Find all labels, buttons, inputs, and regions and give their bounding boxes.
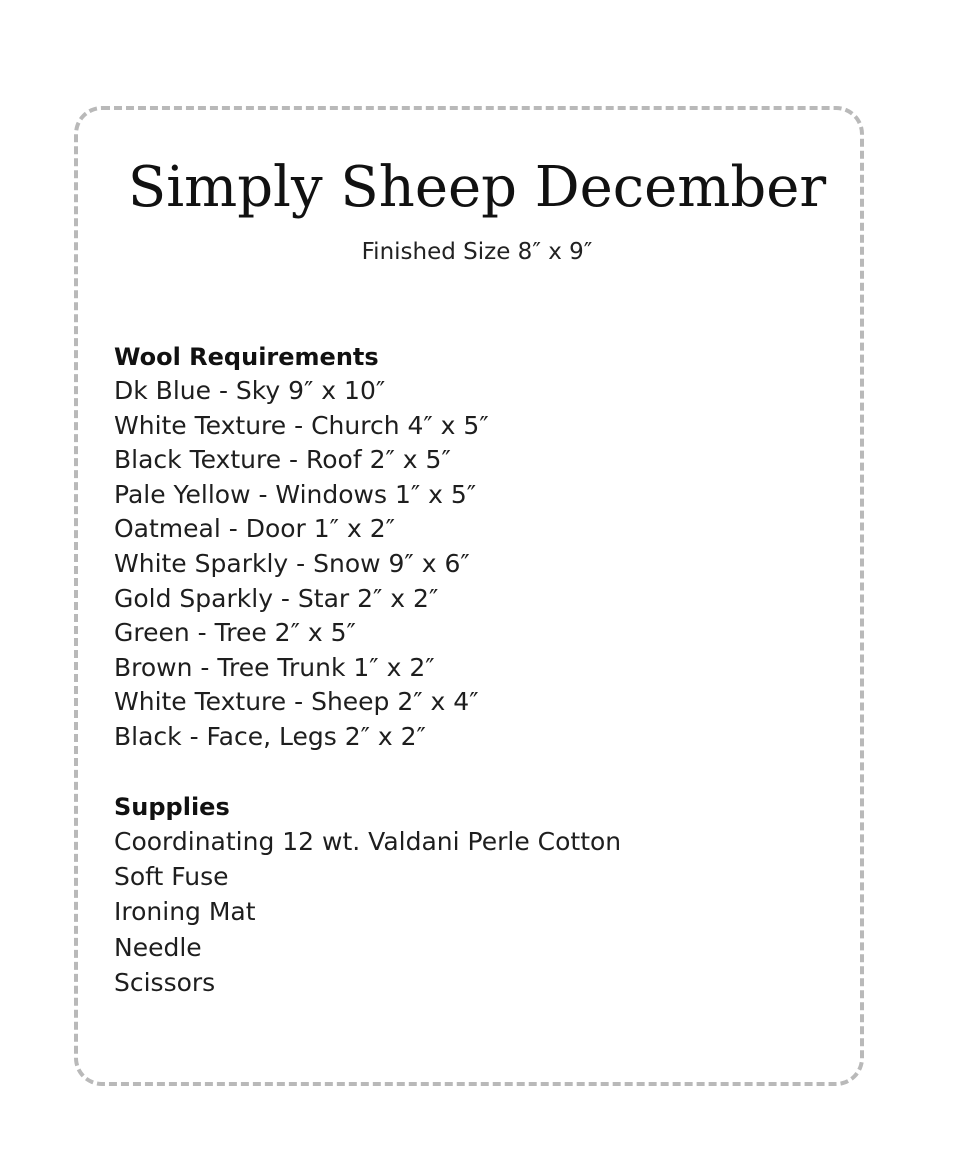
list-item: Dk Blue - Sky 9″ x 10″ (114, 376, 386, 405)
list-item: Green - Tree 2″ x 5″ (114, 618, 356, 648)
list-item: Pale Yellow - Windows 1″ x 5″ (114, 479, 477, 509)
list-item: Black - Face, Legs 2″ x 2″ (114, 721, 426, 751)
wool-requirements-heading: Wool Requirements (114, 343, 379, 371)
supplies-list (114, 824, 621, 1000)
wool-requirements-section (114, 340, 489, 755)
list-item: White Sparkly - Snow 9″ x 6″ (114, 548, 470, 578)
list-item: Scissors (114, 967, 216, 997)
list-item: Oatmeal - Door 1″ x 2″ (114, 514, 395, 544)
list-item: Gold Sparkly - Star 2″ x 2″ (114, 583, 439, 613)
list-item: White Texture - Sheep 2″ x 4″ (114, 687, 479, 717)
supplies-heading: Supplies (114, 793, 230, 821)
list-item: Black Texture - Roof 2″ x 5″ (114, 445, 451, 475)
supplies-section (114, 790, 621, 1000)
finished-size: Finished Size 8″ x 9″ (361, 239, 593, 265)
list-item: Coordinating 12 wt. Valdani Perle Cotton (114, 827, 622, 856)
list-item: Needle (114, 932, 202, 962)
list-item: Soft Fuse (114, 862, 229, 892)
wool-requirements-list (114, 374, 489, 755)
page-title: Simply Sheep December (127, 155, 827, 220)
list-item: Brown - Tree Trunk 1″ x 2″ (114, 652, 435, 682)
list-item: Ironing Mat (114, 897, 256, 927)
list-item: White Texture - Church 4″ x 5″ (114, 410, 489, 440)
